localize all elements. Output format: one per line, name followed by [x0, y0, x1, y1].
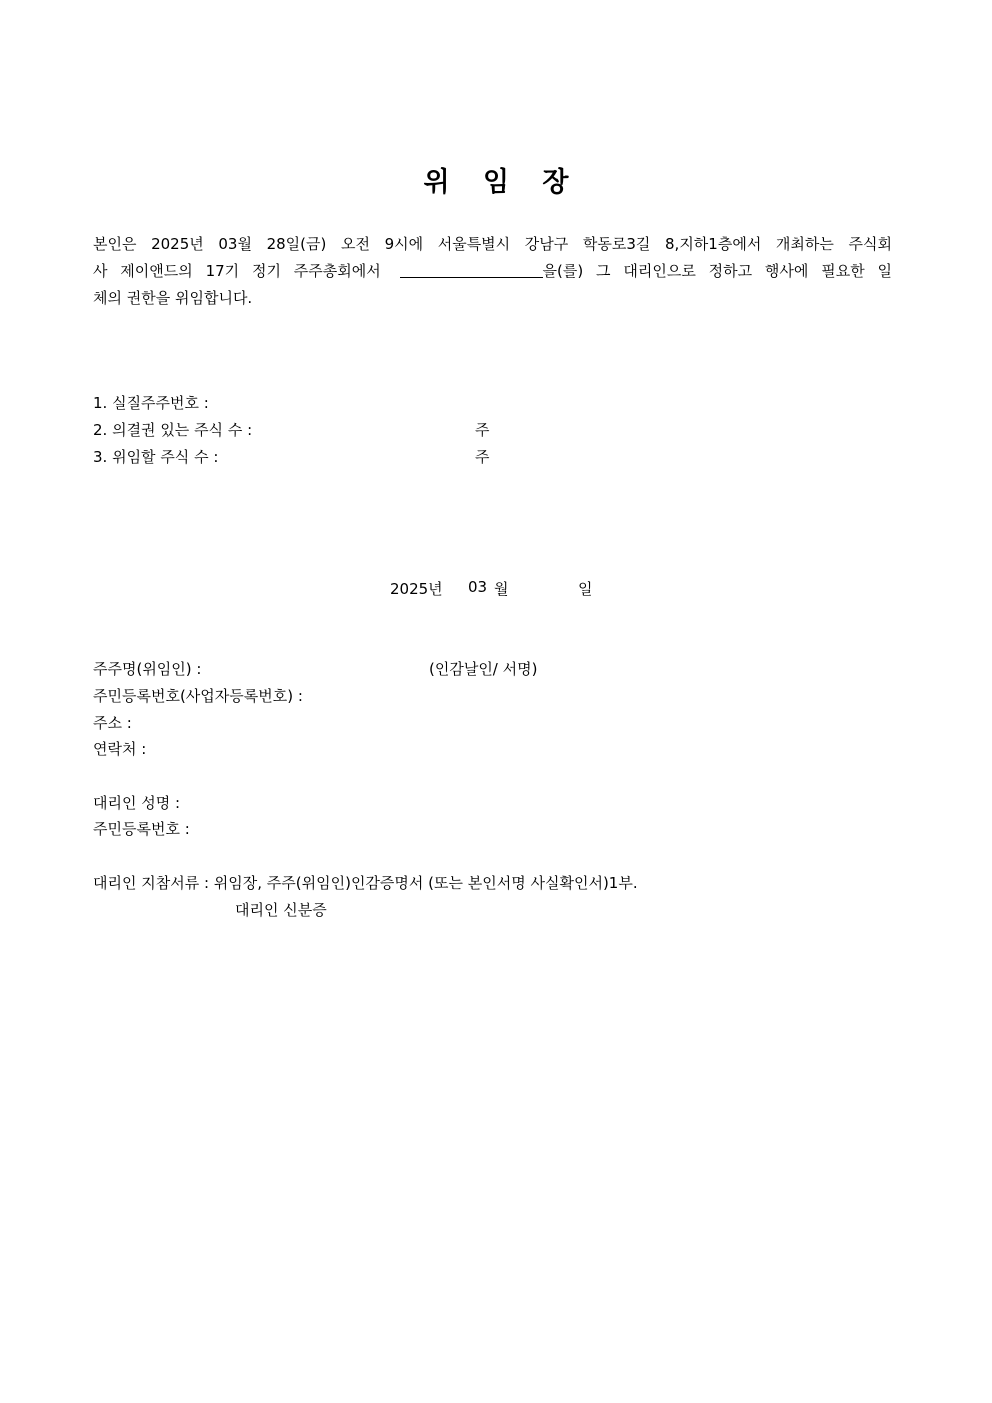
paragraph-line-3: 체의 권한을 위임합니다. [93, 289, 253, 307]
proxy-name-label: 대리인 성명 : [93, 794, 181, 812]
shareholder-number-label: 1. 실질주주번호 : [93, 394, 209, 412]
principal-address-label: 주소 : [93, 714, 132, 732]
required-documents-line: 대리인 지참서류 : 위임장, 주주(위임인)인감증명서 (또는 본인서명 사실확인서)1부. [93, 874, 638, 892]
document-title: 위 임 장 [423, 167, 581, 198]
paragraph-line-1: 본인은 2025년 03월 28일(금) 오전 9시에 서울특별시 강남구 학동로3길 8,지하1층에서 개최하는 주식회 [93, 235, 892, 253]
date-month-value: 03 [468, 578, 488, 596]
paragraph-line-2-end: 을(를) 그 대리인으로 정하고 행사에 필요한 일 [542, 262, 892, 280]
delegated-shares-unit: 주 [475, 448, 490, 466]
date-month-label: 월 [494, 580, 509, 598]
required-documents-id-card: 대리인 신분증 [235, 901, 327, 919]
principal-contact-label: 연락처 : [93, 740, 147, 758]
seal-signature-note: (인감날인/ 서명) [429, 660, 538, 678]
date-day-label: 일 [578, 580, 593, 598]
voting-shares-label: 2. 의결권 있는 주식 수 : [93, 421, 253, 439]
voting-shares-unit: 주 [475, 421, 490, 439]
delegated-shares-label: 3. 위임할 주식 수 : [93, 448, 219, 466]
paragraph-line-2 [93, 258, 892, 284]
proxy-id-label: 주민등록번호 : [93, 820, 190, 838]
proxy-name-blank[interactable] [400, 262, 543, 278]
paragraph-line-2-start: 사 제이앤드의 17기 정기 주주총회에서 [93, 262, 381, 280]
principal-id-label: 주민등록번호(사업자등록번호) : [93, 687, 303, 705]
date-year: 2025년 [390, 580, 443, 598]
principal-name-label: 주주명(위임인) : [93, 660, 202, 678]
